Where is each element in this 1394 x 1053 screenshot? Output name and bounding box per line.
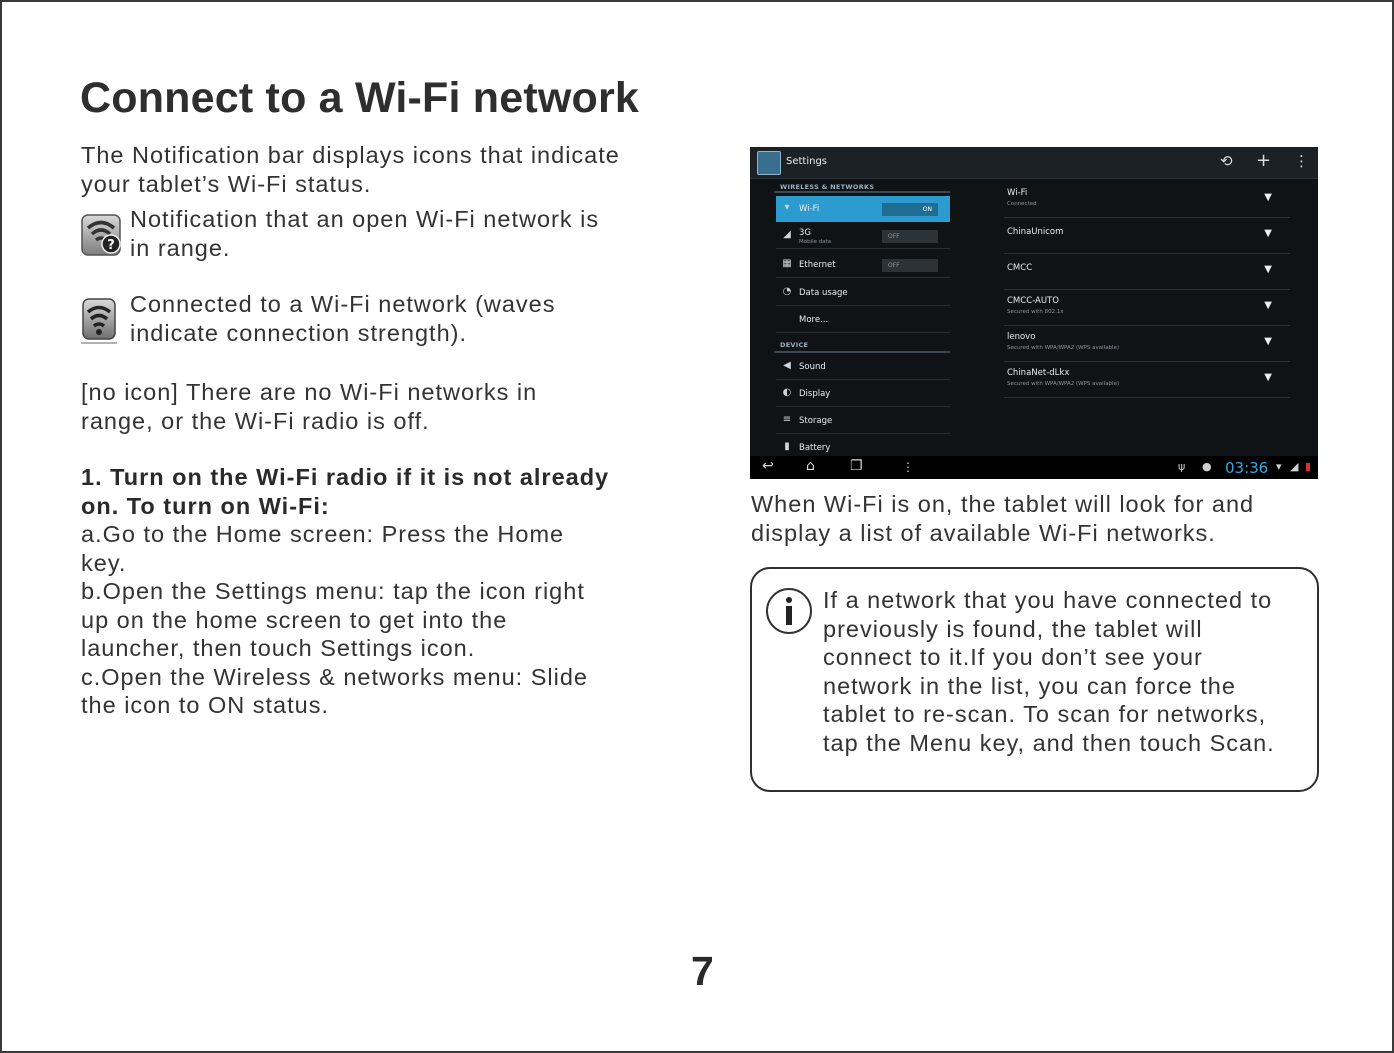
signal-status-icon: ◢ — [1290, 460, 1299, 473]
settings-screenshot — [750, 147, 1318, 479]
sound-icon: ◀ — [783, 360, 791, 371]
storage-icon: ≡ — [782, 414, 792, 425]
display-icon: ◐ — [782, 387, 792, 398]
info-note-box — [750, 567, 1319, 792]
clock: 03:36 — [1225, 459, 1269, 477]
wifi-secured-icon: ▼ — [1264, 336, 1272, 347]
navigation-bar — [750, 456, 1318, 479]
wifi-connected-icon — [80, 297, 118, 345]
3g-toggle[interactable]: OFF — [882, 230, 938, 243]
wifi-open-network-icon — [80, 213, 122, 257]
settings-row-data-usage[interactable]: ◔ Data usage — [776, 280, 950, 306]
section-device: DEVICE — [780, 341, 809, 349]
page-number: 7 — [691, 948, 714, 994]
wifi-signal-icon: ▼ — [1264, 228, 1272, 239]
settings-row-ethernet[interactable]: ▦ Ethernet OFF — [776, 252, 950, 278]
settings-row-more[interactable]: More... — [776, 307, 950, 333]
settings-row-3g[interactable]: ◢ 3G Mobile data OFF — [776, 223, 950, 249]
network-item[interactable]: ChinaUnicom ▼ — [1004, 218, 1290, 254]
data-usage-icon: ◔ — [782, 286, 792, 297]
network-item[interactable]: CMCC-AUTO Secured with 802.1x ▼ — [1004, 290, 1290, 326]
wifi-toggle[interactable]: ON — [882, 203, 938, 216]
svg-text:?: ? — [107, 238, 115, 253]
wifi-icon: ▾ — [784, 202, 790, 213]
battery-icon: ▮ — [784, 441, 790, 452]
info-note-text: If a network that you have connected to previously is found, the tablet will connect to it.If you don’t see your network in the list, you can force the tablet to re-scan. To scan for networks, tap the Menu key, and then touch Scan. — [823, 587, 1275, 756]
step-1-heading: 1. Turn on the Wi-Fi radio if it is not already on. To turn on Wi-Fi: — [81, 464, 610, 519]
settings-title: Settings — [786, 156, 828, 167]
screenshot-caption: When Wi-Fi is on, the tablet will look for and display a list of available Wi-Fi networks. — [751, 491, 1255, 546]
page-title: Connect to a Wi-Fi network — [80, 74, 640, 122]
signal-icon: ◢ — [783, 229, 791, 240]
section-divider — [774, 191, 950, 193]
settings-row-battery[interactable]: ▮ Battery — [776, 435, 950, 461]
wifi-status-icon: ▾ — [1276, 460, 1282, 473]
network-item[interactable]: ChinaNet-dLkx Secured with WPA/WPA2 (WPS available) ▼ — [1004, 362, 1290, 398]
wifi-secured-icon: ▼ — [1264, 300, 1272, 311]
add-icon: + — [1256, 150, 1272, 171]
open-network-text: Notification that an open Wi-Fi network is in range. — [130, 206, 600, 261]
sync-icon: ⟲ — [1220, 152, 1233, 170]
menu-icon[interactable]: ⋮ — [902, 460, 914, 474]
connected-text: Connected to a Wi-Fi network (waves indicate connection strength). — [130, 291, 556, 346]
section-divider — [774, 351, 950, 353]
no-icon-text: [no icon] There are no Wi-Fi networks in range, or the Wi-Fi radio is off. — [81, 379, 538, 434]
recent-apps-icon[interactable]: ❐ — [850, 458, 863, 474]
settings-row-sound[interactable]: ◀ Sound — [776, 354, 950, 380]
info-icon — [764, 586, 814, 636]
network-item[interactable]: lenovo Secured with WPA/WPA2 (WPS available) ▼ — [1004, 326, 1290, 362]
step-1-instructions: a.Go to the Home screen: Press the Home key. b.Open the Settings menu: tap the icon right up on the home screen to get into the launcher, then touch Settings icon. c.Open the Wireless & networks menu: Slide the icon to ON status. — [81, 521, 588, 718]
settings-row-storage[interactable]: ≡ Storage — [776, 408, 950, 434]
section-wireless-networks: WIRELESS & NETWORKS — [780, 183, 875, 191]
network-item[interactable]: Wi-Fi Connected ▼ — [1004, 182, 1290, 218]
settings-titlebar — [750, 147, 1318, 179]
ethernet-icon: ▦ — [782, 258, 792, 269]
wifi-secured-icon: ▼ — [1264, 372, 1272, 383]
notification-icon: ● — [1202, 460, 1212, 473]
wifi-signal-icon: ▼ — [1264, 192, 1272, 203]
intro-text: The Notification bar displays icons that indicate your tablet’s Wi-Fi status. — [81, 142, 620, 197]
wifi-signal-icon: ▼ — [1264, 264, 1272, 275]
settings-row-wifi[interactable]: ▾ Wi-Fi ON — [776, 196, 950, 222]
back-icon[interactable]: ↩ — [762, 458, 774, 474]
settings-app-icon — [757, 151, 781, 175]
home-icon[interactable]: ⌂ — [806, 458, 815, 474]
settings-row-display[interactable]: ◐ Display — [776, 381, 950, 407]
ethernet-toggle[interactable]: OFF — [882, 259, 938, 272]
overflow-menu-icon: ⋮ — [1294, 152, 1309, 170]
battery-status-icon: ▮ — [1305, 460, 1312, 473]
network-item[interactable]: CMCC ▼ — [1004, 254, 1290, 290]
usb-icon: ψ — [1178, 460, 1186, 473]
